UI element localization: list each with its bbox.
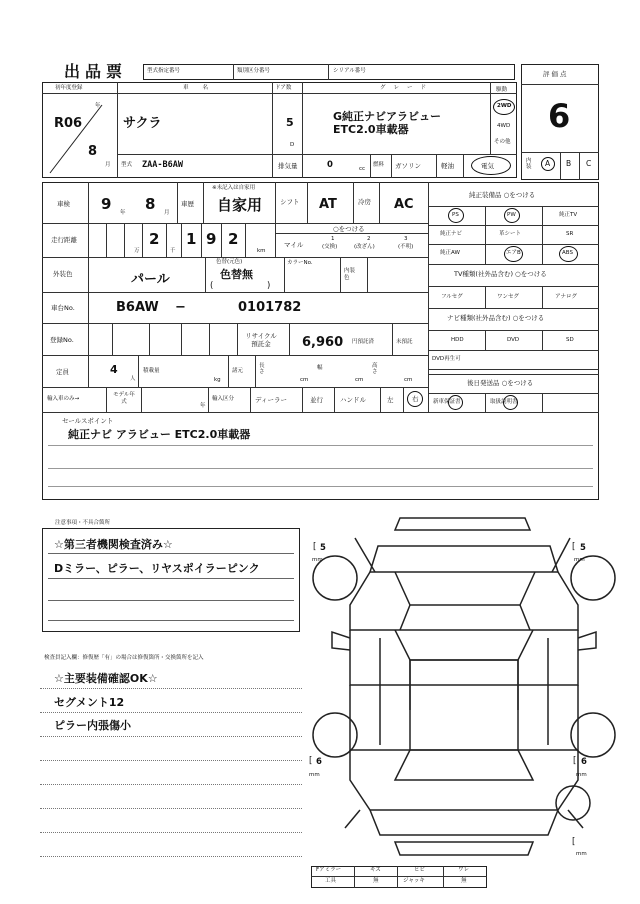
legend-v2: 無 — [373, 878, 379, 884]
width-label: 幅 — [317, 365, 323, 371]
equip-aw: 純正AW — [440, 250, 460, 256]
usage-value: 自家用 — [217, 196, 263, 214]
legend-h3: ヒビ — [414, 867, 426, 873]
trunk — [370, 810, 558, 835]
model-year-label: モデル年式 — [113, 392, 135, 405]
usage-label: 車歴 — [181, 200, 194, 208]
mile-mark-2: 2 — [367, 236, 371, 242]
repaint-paren-close: ) — [267, 281, 271, 291]
drive-4wd: 4WD — [497, 123, 511, 129]
shaken-month: 8 — [145, 195, 156, 213]
year-unit: 年 — [95, 103, 101, 109]
month-unit: 月 — [105, 162, 111, 168]
header-codes-box — [143, 64, 515, 80]
tire-fl-value: 5 — [320, 543, 326, 553]
capacity-label: 定員 — [56, 368, 69, 376]
notes-label: 注意事項・不具合箇所 — [55, 520, 111, 526]
legend-v1: 工具 — [325, 878, 337, 884]
model-year-unit: 年 — [200, 403, 206, 409]
mileage-digit-3: 9 — [206, 230, 217, 248]
first-reg-label: 初年度登録 — [55, 85, 83, 91]
interior-grade-c: C — [586, 159, 592, 168]
mile-opt-exchange: (交換) — [322, 244, 338, 250]
interior-grade-b: B — [566, 159, 572, 168]
fuel-gasoline: ガソリン — [395, 162, 421, 170]
door-unit: D — [290, 142, 295, 148]
mile-opt-unknown: (不明) — [398, 244, 414, 250]
capacity-unit: 人 — [130, 376, 136, 382]
first-reg-month: 8 — [88, 144, 98, 159]
car-diagram — [300, 510, 640, 870]
equip-title: 純正装備品 ○をつける — [469, 191, 536, 199]
sales-text: 純正ナビ アラビュー ETC2.0車載器 — [68, 428, 251, 441]
later-warranty: 新車保証書 — [433, 399, 461, 405]
note-line-2: Dミラー、ピラー、リヤスポイラーピンク — [54, 562, 260, 575]
tv-analog: アナログ — [555, 294, 578, 300]
tv-oneseg: ワンセグ — [497, 294, 520, 300]
equip-tv: 純正TV — [559, 212, 578, 218]
tire-fl-bracket: [ — [313, 542, 317, 552]
import-kubun-label: 輸入区分 — [212, 396, 235, 402]
mileage-digit-1: 2 — [149, 230, 160, 248]
form-title: 出品票 — [64, 62, 128, 81]
tv-title: TV種類(社外品含む) ○をつける — [454, 270, 547, 278]
tire-spare-unit: mm — [576, 851, 587, 857]
man-unit: 万 — [134, 248, 140, 254]
windshield — [395, 630, 533, 660]
rear-window — [395, 750, 533, 780]
recycle-undeposited: 未預託 — [396, 339, 413, 345]
chassis-dash: − — [175, 300, 186, 315]
load-unit: kg — [214, 377, 221, 383]
serial-label: シリアル番号 — [333, 68, 366, 74]
car-name: サクラ — [123, 116, 162, 131]
tire-rr-unit: mm — [576, 772, 587, 778]
ac-value: AC — [394, 197, 414, 212]
equip-abs: ABS — [562, 250, 573, 256]
equip-ps: PS — [452, 212, 459, 218]
size-label: 諸元 — [232, 368, 244, 374]
ac-label: 冷房 — [358, 198, 371, 206]
grade-line-2: ETC2.0車載器 — [333, 123, 409, 136]
shaken-label: 車検 — [57, 200, 70, 208]
model-label: 型式 — [121, 162, 133, 168]
repaint-label: 色替(元色) — [216, 259, 243, 265]
tire-rl-unit: mm — [309, 772, 320, 778]
handle-label: ハンドル — [340, 396, 366, 404]
rear-bumper — [395, 842, 533, 855]
height-label: 高さ — [372, 363, 378, 376]
recycle-value: 6,960 — [302, 335, 344, 350]
ruibetsu-label: 類別区分番号 — [237, 68, 271, 74]
score-value: 6 — [548, 97, 571, 135]
chassis-number: 0101782 — [238, 300, 302, 315]
interior-grade-a: A — [545, 159, 551, 168]
shaken-month-unit: 月 — [164, 210, 170, 216]
grade-label: グレード — [380, 85, 435, 91]
length-label: 長さ — [259, 363, 265, 376]
chassis-prefix: B6AW — [116, 300, 159, 315]
import-dealer: ディーラー — [255, 396, 287, 404]
shaken-year-unit: 年 — [120, 210, 126, 216]
score-label: 評価点 — [543, 70, 569, 78]
interior-color-label: 内装色 — [344, 268, 356, 281]
navi-hdd: HDD — [451, 337, 464, 343]
disp-unit: cc — [359, 166, 366, 172]
legend-h2: キズ — [370, 867, 381, 873]
doors-value: 5 — [286, 116, 294, 129]
equip-pw: PW — [507, 212, 516, 218]
tire-rr-value: 6 — [581, 757, 587, 767]
mileage-label: 走行距離 — [51, 236, 77, 244]
equip-leather: 革シート — [499, 231, 522, 237]
capacity-value: 4 — [110, 363, 118, 376]
doors-label: ドア数 — [275, 85, 292, 91]
mirror-right — [578, 632, 596, 650]
inspector-line-2: セグメント12 — [54, 696, 125, 709]
legend-v4: 無 — [461, 878, 467, 884]
color-value: パール — [131, 272, 170, 287]
load-label: 積載量 — [143, 368, 160, 374]
repaint-value: 色替無 — [220, 268, 253, 281]
color-no-label: カラーNo. — [287, 260, 313, 266]
handle-right: 右 — [412, 395, 419, 403]
mile-mark-1: 1 — [331, 236, 335, 242]
shift-label: シフト — [280, 198, 300, 206]
shift-value: AT — [319, 197, 337, 212]
mirror-left — [332, 632, 350, 650]
mile-circle-note: ○をつける — [333, 225, 365, 233]
fuel-diesel: 軽油 — [441, 162, 454, 170]
legend-h1: Fアミラー — [316, 867, 342, 873]
import-parallel: 並行 — [310, 396, 323, 404]
dvd-playback: DVD再生可 — [432, 356, 461, 362]
inspector-line-3: ピラー内張傷小 — [54, 719, 131, 732]
drive-other: その他 — [494, 139, 511, 145]
sales-label: セールスポイント — [62, 417, 114, 425]
later-manual: 取扱説明書 — [490, 399, 518, 405]
recycle-label: リサイクル預託金 — [245, 332, 277, 348]
repaint-paren-open: ( — [210, 281, 214, 291]
mileage-digit-2: 1 — [186, 230, 197, 248]
usage-note: ※未記入は自家用 — [212, 185, 256, 191]
car-name-label: 車名 — [183, 85, 223, 91]
reg-label: 登録No. — [50, 336, 74, 344]
km-unit: km — [257, 248, 266, 254]
tire-fl-unit: mm — [312, 557, 323, 563]
color-label: 外装色 — [53, 270, 73, 278]
handle-left: 左 — [387, 396, 394, 404]
grade-line-1: G純正ナビアラビュー — [333, 110, 442, 123]
hood — [395, 572, 535, 605]
fuel-label: 燃料 — [373, 162, 385, 168]
inspector-label: 検査員記入欄：修復歴「有」の場合は修復箇所・交換箇所を記入 — [44, 655, 204, 661]
tire-rr-bracket: [ — [573, 756, 577, 766]
mile-mark-3: 3 — [404, 236, 408, 242]
disp-value: 0 — [327, 160, 333, 170]
equip-sr: SR — [566, 231, 574, 237]
chassis-label: 車台No. — [51, 304, 75, 312]
width-unit: cm — [355, 377, 364, 383]
fuel-electric: 電気 — [481, 162, 494, 170]
model-value: ZAA-B6AW — [142, 160, 183, 170]
import-label: 輸入車のみ→ — [47, 396, 80, 402]
navi-sd: SD — [566, 337, 574, 343]
tv-fullseg: フルセグ — [441, 294, 463, 300]
note-line-1: ☆第三者機関検査済み☆ — [54, 538, 173, 551]
tire-spare-bracket: [ — [572, 837, 576, 847]
front-bumper — [395, 518, 530, 530]
tire-rl-bracket: [ — [309, 756, 313, 766]
legend-v3: ジャッキ — [403, 878, 425, 884]
tire-fr-bracket: [ — [572, 542, 576, 552]
disp-label: 排気量 — [278, 162, 298, 170]
navi-dvd: DVD — [507, 337, 520, 343]
recycle-deposited: 円預託済 — [352, 339, 375, 345]
sen-unit: 千 — [170, 248, 176, 254]
mileage-digit-4: 2 — [228, 230, 239, 248]
mile-opt-mile: マイル — [284, 241, 304, 249]
tire-fr-value: 5 — [580, 543, 586, 553]
inspector-line-1: ☆主要装備確認OK☆ — [54, 672, 158, 685]
mile-opt-tamper: (改ざん) — [354, 244, 375, 250]
roof — [410, 660, 518, 750]
interior-label: 内装 — [526, 158, 532, 171]
equip-airbag: エアB — [506, 250, 521, 256]
tire-rl-value: 6 — [316, 757, 322, 767]
drive-label: 駆動 — [496, 87, 508, 93]
navi-title: ナビ種類(社外品含む) ○をつける — [447, 314, 545, 322]
tire-fr-unit: mm — [574, 557, 585, 563]
drive-2wd: 2WD — [497, 103, 512, 109]
equip-navi: 純正ナビ — [440, 231, 463, 237]
later-title: 後日発送品 ○をつける — [467, 379, 534, 387]
legend-h4: ワレ — [458, 867, 470, 873]
shaken-year: 9 — [101, 195, 112, 213]
height-unit: cm — [404, 377, 413, 383]
first-reg-year: R06 — [54, 116, 83, 131]
length-unit: cm — [300, 377, 309, 383]
kata-nintei-label: 型式指定番号 — [147, 68, 181, 74]
hood-front — [370, 546, 558, 572]
